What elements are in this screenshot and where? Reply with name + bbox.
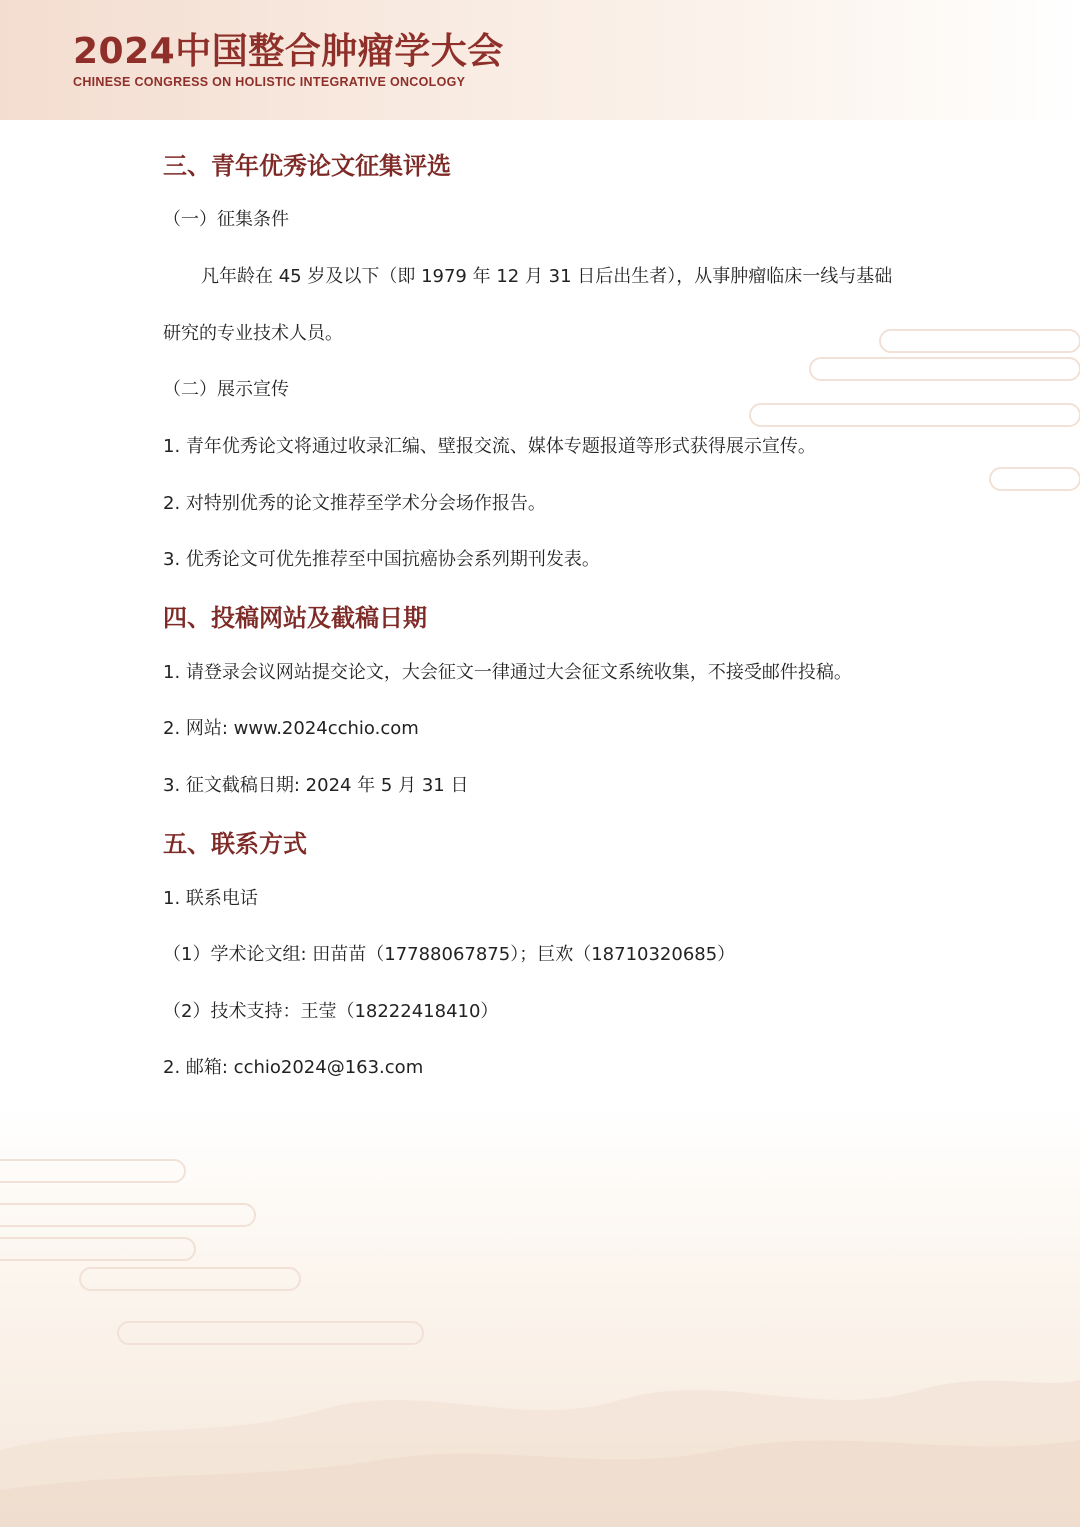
website-item: 2. 网站: www.2024cchio.com: [163, 718, 419, 739]
logo-title: 2024中国整合肿瘤学大会: [73, 31, 504, 72]
list-item: 1. 青年优秀论文将通过收录汇编、壁报交流、媒体专题报道等形式获得展示宣传。: [163, 436, 816, 457]
subheading-conditions: （一）征集条件: [163, 209, 289, 230]
paragraph-line-2: 研究的专业技术人员。: [163, 323, 343, 344]
list-item: 1. 请登录会议网站提交论文，大会征文一律通过大会征文系统收集，不接受邮件投稿。: [163, 662, 852, 683]
section-heading-5: 五、联系方式: [163, 830, 307, 858]
deadline-item: 3. 征文截稿日期: 2024 年 5 月 31 日: [163, 775, 469, 796]
list-item: 2. 对特别优秀的论文推荐至学术分会场作报告。: [163, 493, 546, 514]
section-heading-4: 四、投稿网站及截稿日期: [163, 604, 427, 632]
subheading-promotion: （二）展示宣传: [163, 379, 289, 400]
footer-landscape: [0, 1107, 1080, 1527]
phone-label: 1. 联系电话: [163, 888, 258, 909]
section-heading-3: 三、青年优秀论文征集评选: [163, 152, 451, 180]
logo-subtitle: CHINESE CONGRESS ON HOLISTIC INTEGRATIVE ONCOLOGY: [73, 75, 466, 89]
email-item: 2. 邮箱: cchio2024@163.com: [163, 1057, 424, 1078]
paragraph-line-1: 凡年龄在 45 岁及以下（即 1979 年 12 月 31 日后出生者），从事肿瘤临床一线与基础: [201, 266, 893, 287]
cloud-decoration-right: [740, 320, 1080, 500]
phone-academic: （1）学术论文组: 田苗苗（17788067875）；巨欢（18710320685）: [163, 944, 736, 965]
conference-logo: [73, 30, 504, 90]
phone-tech-support: （2）技术支持：王莹（18222418410）: [163, 1001, 499, 1022]
list-item: 3. 优秀论文可优先推荐至中国抗癌协会系列期刊发表。: [163, 549, 600, 570]
